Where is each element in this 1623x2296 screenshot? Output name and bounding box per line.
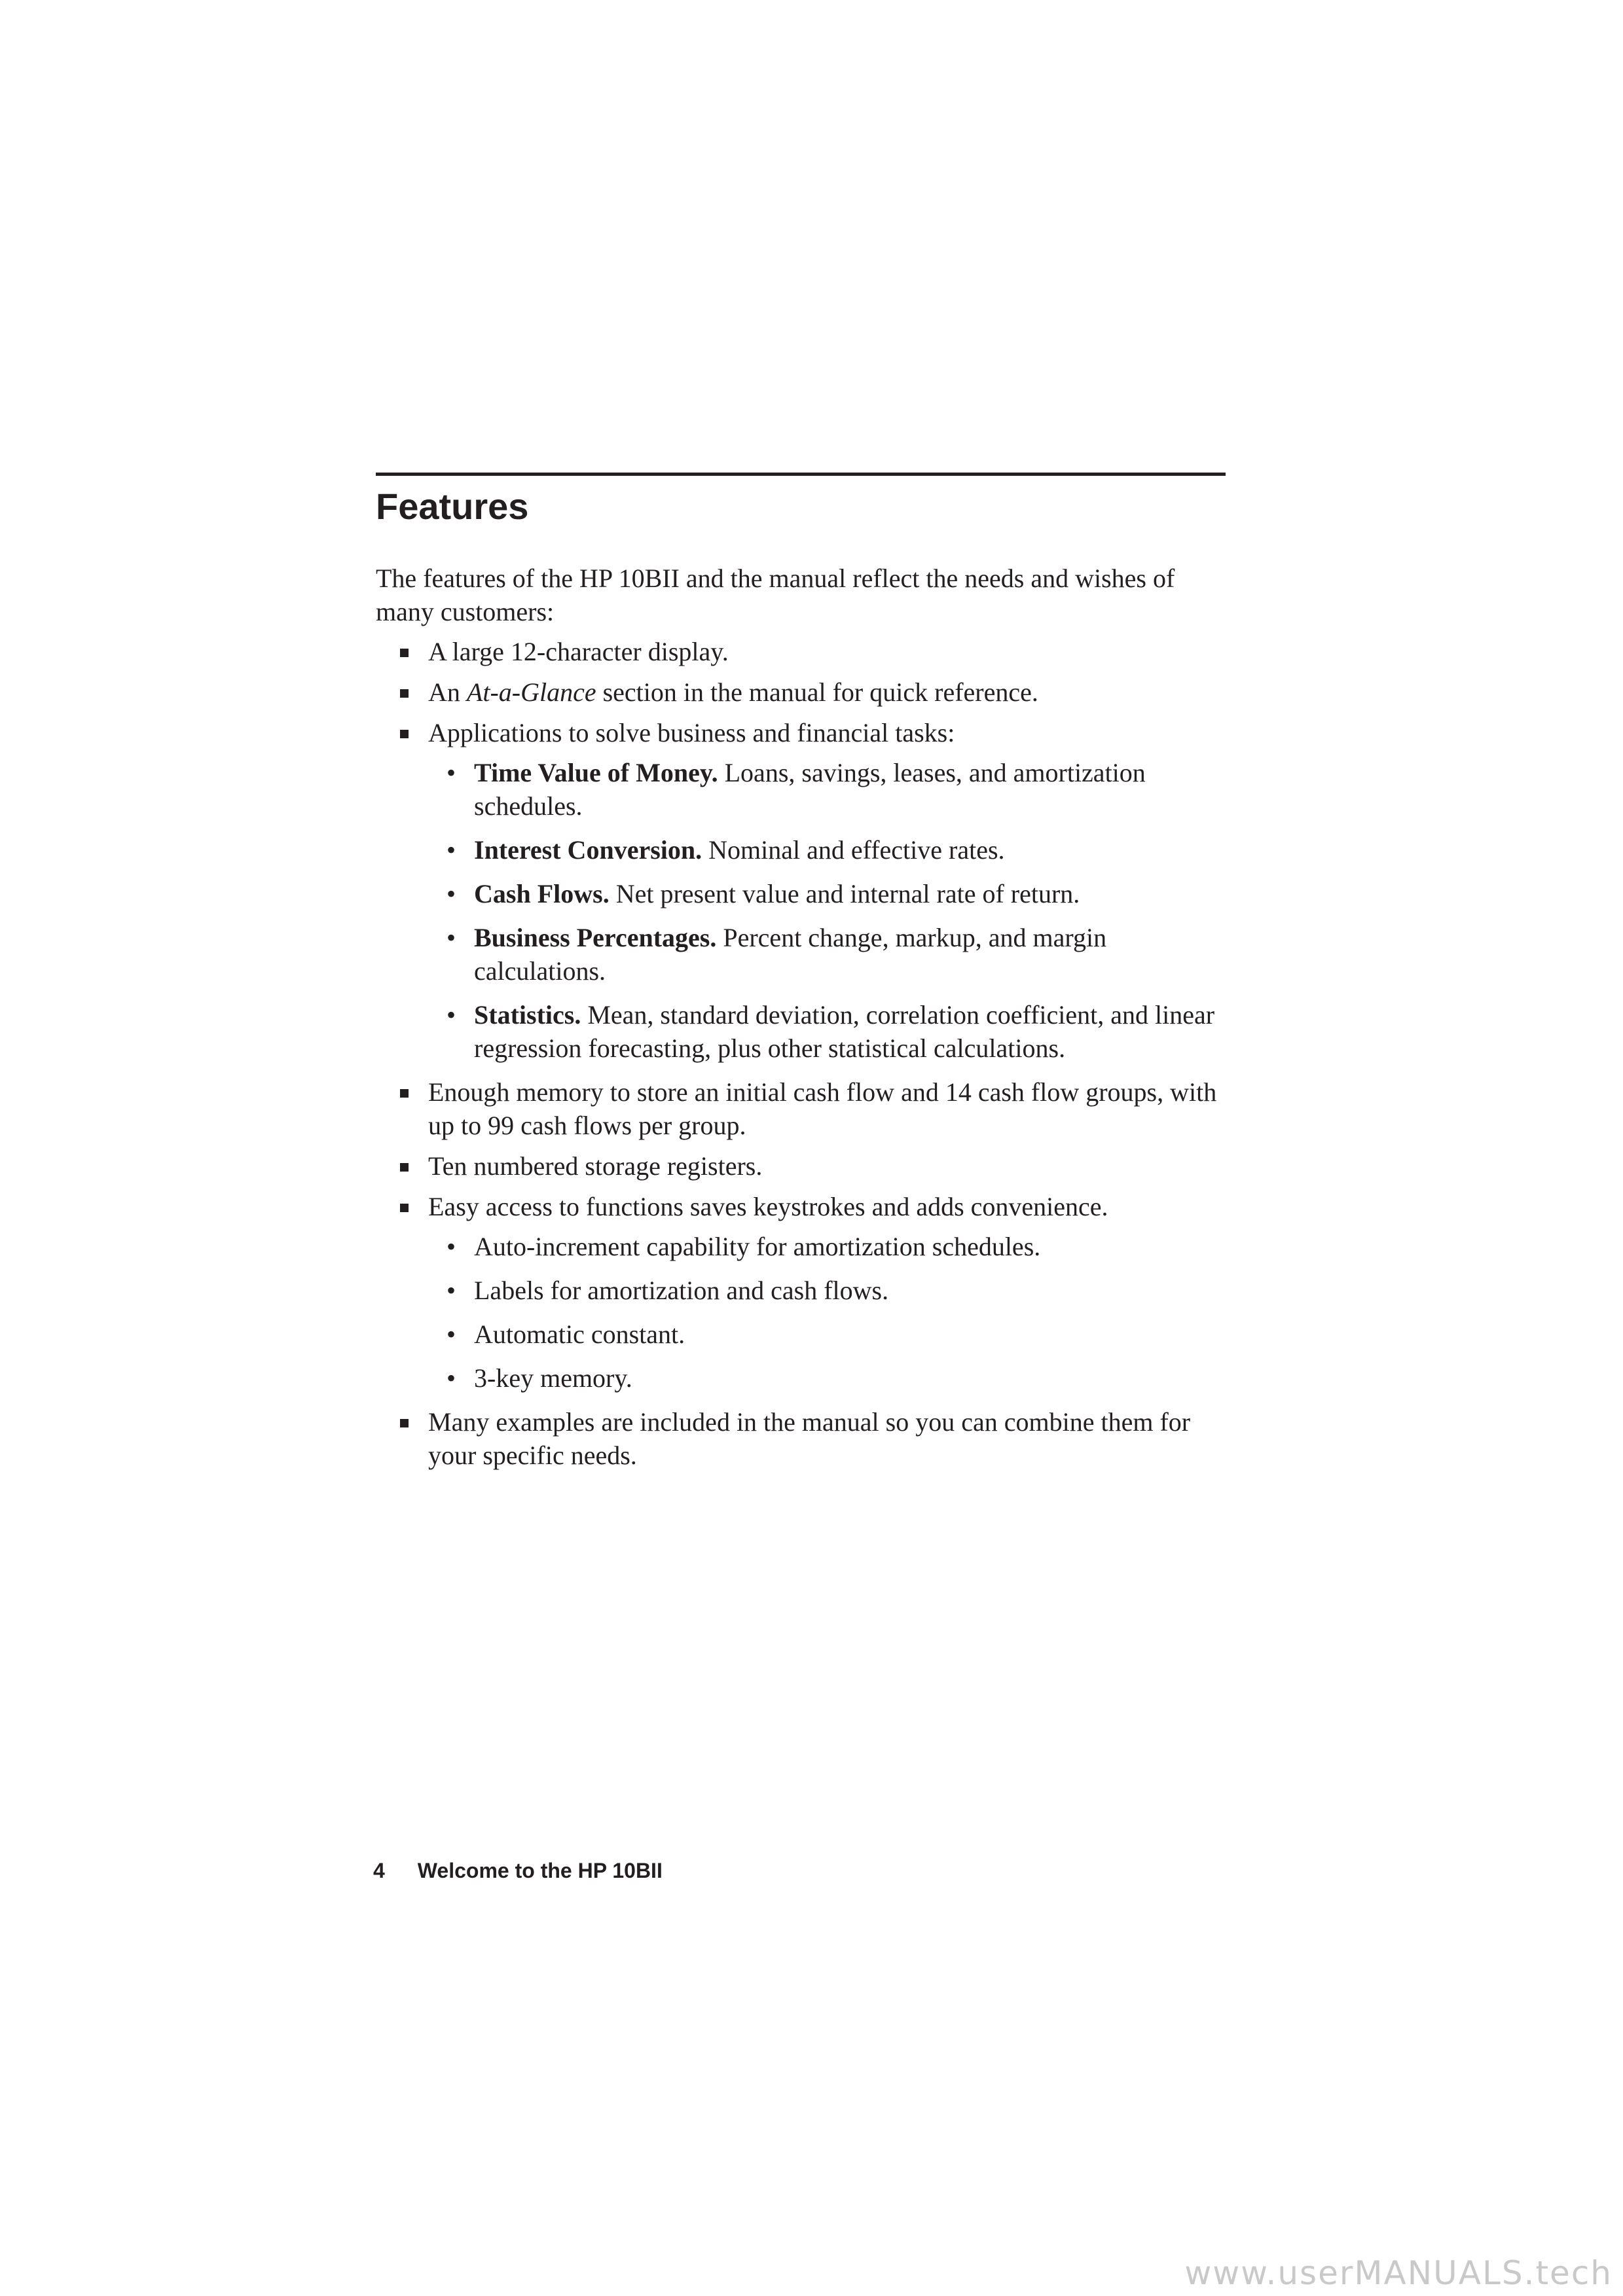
square-bullet-icon — [400, 1163, 409, 1172]
feature-registers-text: Ten numbered storage registers. — [428, 1151, 763, 1181]
square-bullet-icon — [400, 1089, 409, 1098]
square-bullet-icon — [400, 1204, 409, 1212]
round-bullet-icon: • — [447, 923, 456, 952]
feature-display-text: A large 12-character display. — [428, 637, 729, 666]
round-bullet-icon: • — [447, 758, 456, 787]
section-heading: Features — [376, 486, 529, 527]
application-term: Time Value of Money. — [474, 758, 718, 787]
application-term: Interest Conversion. — [474, 835, 702, 865]
applications-sublist — [428, 756, 1227, 1065]
round-bullet-icon: • — [447, 1000, 456, 1030]
access-item — [428, 1230, 1227, 1263]
feature-memory — [376, 1075, 1227, 1142]
access-item — [428, 1361, 1227, 1395]
round-bullet-icon: • — [447, 1363, 456, 1393]
access-item-text: Labels for amortization and cash flows. — [474, 1276, 889, 1305]
access-item-text: Automatic constant. — [474, 1319, 685, 1349]
watermark: www.userMANUALS.tech — [1184, 2254, 1613, 2292]
square-bullet-icon — [400, 730, 409, 738]
application-term: Statistics. — [474, 1000, 581, 1030]
access-sublist — [428, 1230, 1227, 1395]
application-desc: Percent change, markup, and margin calculations. — [474, 923, 1107, 986]
access-item — [428, 1274, 1227, 1307]
round-bullet-icon: • — [447, 1319, 456, 1349]
application-term: Business Percentages. — [474, 923, 717, 952]
round-bullet-icon: • — [447, 1276, 456, 1305]
feature-examples-text: Many examples are included in the manual so you can combine them for your specific needs. — [428, 1407, 1191, 1470]
feature-display — [376, 635, 1227, 668]
application-item — [428, 756, 1227, 823]
feature-applications — [376, 716, 1227, 1065]
applications-text: Applications to solve business and financial tasks: — [428, 718, 955, 747]
glance-suffix: section in the manual for quick reference. — [602, 677, 1038, 707]
round-bullet-icon: • — [447, 879, 456, 908]
access-item-text: Auto-increment capability for amortization schedules. — [474, 1232, 1041, 1261]
round-bullet-icon: • — [447, 835, 456, 865]
round-bullet-icon: • — [447, 1232, 456, 1261]
application-desc: Mean, standard deviation, correlation coefficient, and linear regression forecasting, plus other statistical calculations. — [474, 1000, 1215, 1063]
glance-prefix: An — [428, 677, 460, 707]
square-bullet-icon — [400, 649, 409, 657]
page-footer — [373, 1857, 663, 1884]
section-rule — [376, 473, 1226, 476]
feature-memory-text: Enough memory to store an initial cash flow and 14 cash flow groups, with up to 99 cash flows per group. — [428, 1077, 1217, 1140]
intro-paragraph: The features of the HP 10BII and the manual reflect the needs and wishes of many customers: — [376, 564, 1175, 626]
application-desc: Loans, savings, leases, and amortization schedules. — [474, 758, 1146, 821]
application-desc: Net present value and internal rate of return. — [615, 879, 1080, 908]
access-item-text: 3-key memory. — [474, 1363, 632, 1393]
access-item — [428, 1318, 1227, 1351]
application-item — [428, 921, 1227, 988]
glance-emphasis: At-a-Glance — [466, 677, 596, 707]
application-desc: Nominal and effective rates. — [708, 835, 1005, 865]
square-bullet-icon — [400, 689, 409, 698]
access-text: Easy access to functions saves keystrokes and adds convenience. — [428, 1192, 1108, 1221]
features-body — [376, 562, 1227, 1479]
chapter-title: Welcome to the HP 10BII — [417, 1859, 663, 1882]
features-list — [376, 635, 1227, 1472]
feature-at-a-glance — [376, 675, 1227, 709]
feature-examples — [376, 1405, 1227, 1472]
application-item — [428, 833, 1227, 867]
application-term: Cash Flows. — [474, 879, 610, 908]
square-bullet-icon — [400, 1419, 409, 1427]
application-item — [428, 877, 1227, 910]
application-item — [428, 998, 1227, 1065]
feature-registers — [376, 1149, 1227, 1183]
page-number: 4 — [373, 1859, 385, 1882]
feature-access — [376, 1190, 1227, 1395]
